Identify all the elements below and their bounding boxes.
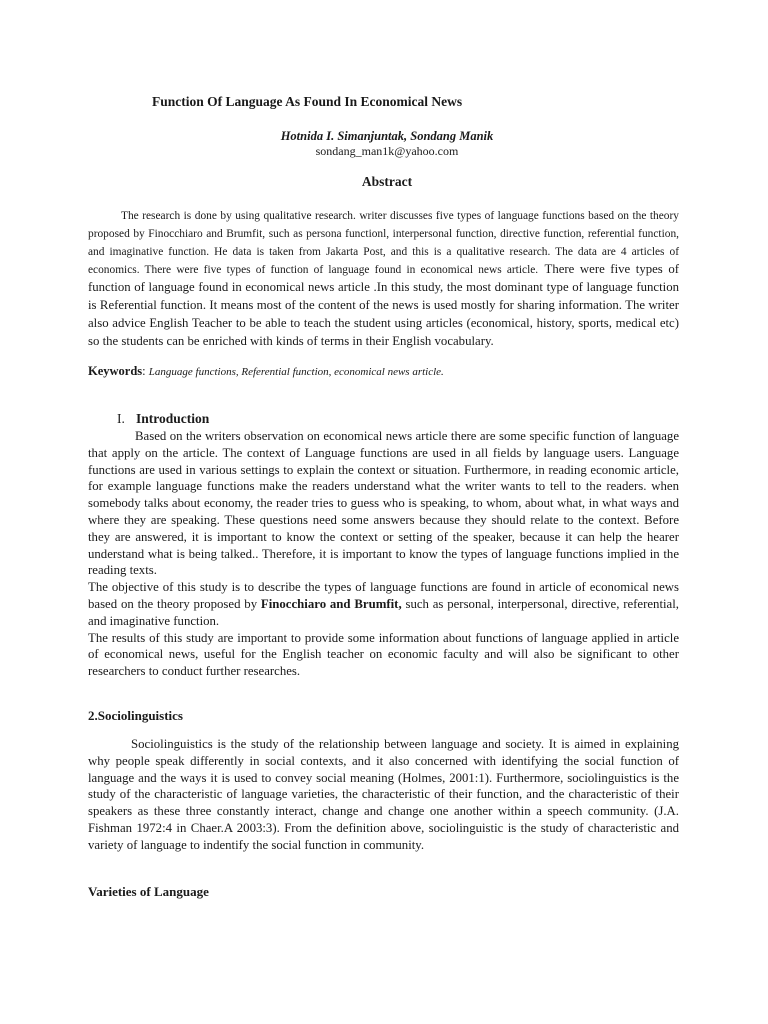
varieties-heading: Varieties of Language <box>88 884 209 899</box>
keywords-line <box>88 364 444 379</box>
paper-authors: Hotnida I. Simanjuntak, Sondang Manik <box>280 129 494 143</box>
abstract-heading: Abstract <box>361 174 413 189</box>
keywords-period: . <box>441 366 444 378</box>
introduction-heading <box>117 411 209 427</box>
abstract-text-part2: There were five types of function of language found in economical news article .In this study, the most dominant type of language function is Referential function. It means most of the content of the news is used mostly for sharing information. The writer also advice English Teacher to be able to teach the student using articles (economical, history, sports, medical etc) so the students can be enriched with kinds of terms in their English vocabulary. <box>88 262 679 348</box>
section-title: Introduction <box>136 411 210 426</box>
intro-paragraph-3: The results of this study are important to provide some information about functions of language applied in article of economical news, useful for the English teacher on economic faculty and will also be significant to other researchers to conduct further researches. <box>88 630 679 679</box>
section-number: I. <box>117 411 125 426</box>
theory-authors: Finocchiaro and Brumfit, <box>260 596 402 611</box>
abstract-body <box>88 206 679 350</box>
keywords-colon: : <box>142 364 149 378</box>
author-email: sondang_man1k@yahoo.com <box>315 144 459 158</box>
paper-title: Function Of Language As Found In Economical News <box>152 94 463 109</box>
introduction-body <box>88 428 679 680</box>
sociolinguistics-heading: 2.Sociolinguistics <box>88 708 183 723</box>
keywords-label: Keywords <box>88 364 143 378</box>
intro-paragraph-1: Based on the writers observation on economical news article there are some specific function of language that apply on the article. The context of Language functions are used in all fields by language users. Language functions are used in various settings to explain the context or situation. Furthermore, in reading economic article, for example language functions make the readers understand what the writer wants to tell to the readers. when somebody talks about economy, the reader tries to guess who is speaking, to whom, about what, in what ways and where they are speaking. These questions need some answers because they should relate to the context. Before they are answered, it is important to know the context or setting of the speaker, because it can help the hearer understand what is being talked.. Therefore, it is important to know the types of language functions implied in the reading texts. <box>88 429 679 578</box>
intro-paragraph-2: The objective of this study is to describe the types of language functions are found in article of economical news based on the theory proposed by Finocchiaro and Brumfit, such as personal, interpersonal, directive, referential, and imaginative function. <box>88 580 679 628</box>
keywords-text: Language functions, Referential function, economical news article <box>148 366 442 378</box>
sociolinguistics-paragraph: Sociolinguistics is the study of the relationship between language and society. It is aimed in explaining why people speak differently in social contexts, and it also concerned with identifying the social function of language and the ways it is used to convey social meaning (Holmes, 2001:1). Furthermore, sociolinguistics is the study of the characteristic of language varieties, the characteristic of their function, and the characteristic of their speakers as these three constantly interact, change and change one another within a speech community. (J.A. Fishman 1972:4 in Chaer.A 2003:3). From the definition above, sociolinguistic is the study of characteristic and variety of language to indentify the social function in community. <box>88 737 679 852</box>
abstract-text-part1: The research is done by using qualitative research. writer discusses five types of language functions based on the theory proposed by Finocchiaro and Brumfit, such as persona functionl, interpersonal function, directive function, referential function, and imaginative function. He data is taken from Jakarta Post, and this is a qualitative research. The data are 4 articles of economics. There were five types of function of language found in economical news article. <box>88 210 679 276</box>
